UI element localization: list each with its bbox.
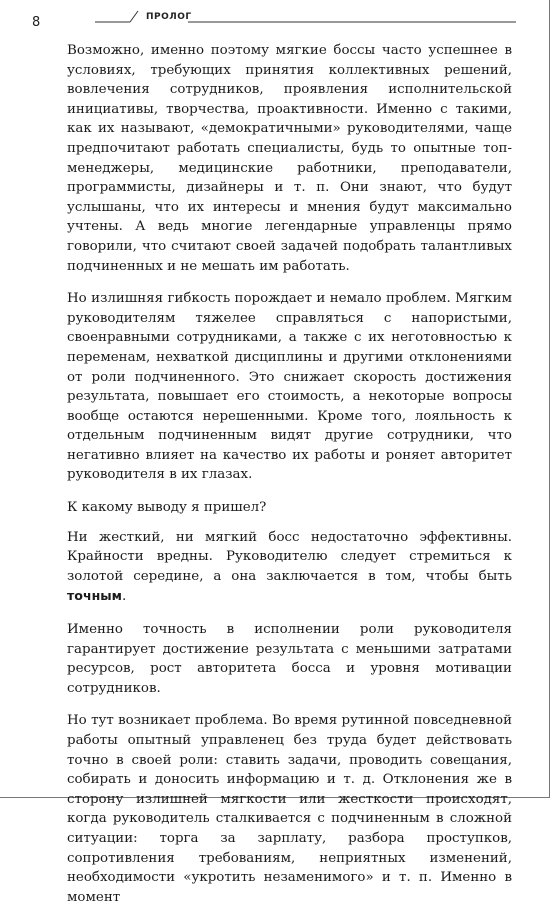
paragraph: Именно точность в исполнении роли руководителя гарантирует достижение результата с меньшими затратами ресурсов, рост авторитета босса и уровня мотивации сотрудников. [67,622,512,696]
paragraph: Но тут возникает проблема. Во время рутинной повседневной работы опытный управленец без труда будет действовать точно в своей роли: ставить задачи, проводить совещания, собирать и доносить информацию и т. д. Отклонения же в сторону излишней мягкости или жесткости происходят, когда руководитель сталкивается с подчиненным в сложной ситуации: торга за зарплату, разбора проступков, сопротивления требованиям, неприятных изменений, необходимости «укротить незаменимого» и т. п. Именно в момент [67,713,512,905]
paragraph [67,528,512,607]
body-text [67,41,512,920]
header-rule [0,0,550,40]
paragraph: Возможно, именно поэтому мягкие боссы часто успешнее в условиях, требующих принятия коллективных решений, вовлечения сотрудников, проявления исполнительской инициативы, творчества, проактивности. Именно с такими, как их называют, «демократичными» руководителями, чаще предпочитают работать специалисты, будь то опытные топ-менеджеры, медицинские работники, преподаватели, программисты, дизайнеры и т. п. Они знают, что будут услышаны, что их интересы и мнения будут максимально учтены. А ведь многие легендарные управленцы прямо говорили, что считают своей задачей подобрать талантливых подчиненных и не мешать им работать. [67,43,512,274]
running-head: ПРОЛОГ [146,12,192,22]
emphasis-word: точным [67,588,122,604]
page-header [0,0,550,40]
paragraph-text: Ни жесткий, ни мягкий босс недостаточно эффективны. Крайности вредны. Руководителю следует стремиться к золотой середине, а она заключается в том, чтобы быть [67,529,512,584]
paragraph-question: К какому выводу я пришел? [67,500,267,516]
page-number: 8 [32,15,41,30]
paragraph: Но излишняя гибкость порождает и немало проблем. Мягким руководителям тяжелее справляться с напористыми, своенравными сотрудниками, а также с их неготовностью к переменам, нехваткой дисциплины и другими отклонениями от роли подчиненного. Это снижает скорость достижения результата, повышает его стоимость, а некоторые вопросы вообще остаются нерешенными. Кроме того, лояльность к отдельным подчиненным видят другие сотрудники, что негативно влияет на качество их работы и роняет авторитет руководителя в их глазах. [67,291,512,483]
paragraph-text: . [121,589,127,605]
